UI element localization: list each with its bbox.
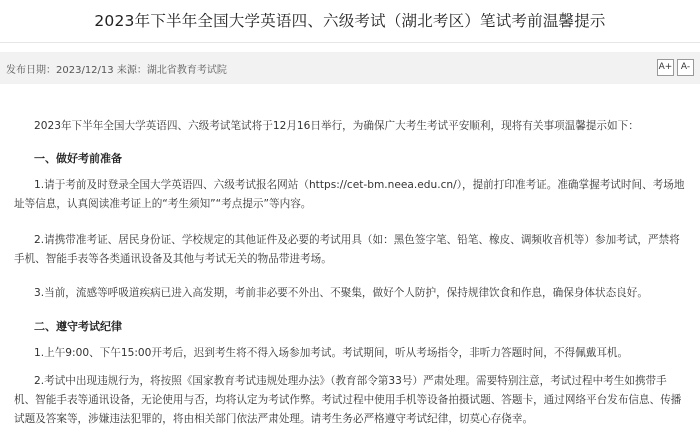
- section1-item1: 1.请于考前及时登录全国大学英语四、六级考试报名网站（https://cet-bm.neea.edu.cn/），提前打印准考证。准确掌握考试时间、考场地址等信息，认真阅读准考证上的“考生须知”“考点提示”等内容。: [14, 179, 685, 210]
- section1-heading: 一、做好考前准备: [34, 152, 122, 165]
- section2-item1: 1.上午9:00、下午15:00开考后，迟到考生将不得入场参加考试。考试期间，听从考场指令，非听力答题时间，不得佩戴耳机。: [34, 347, 629, 359]
- meta-bar: [0, 52, 700, 84]
- publish-date-label: 发布日期：: [6, 65, 56, 76]
- source-label: 来源：: [116, 65, 147, 76]
- publish-meta: [6, 61, 227, 76]
- source-name: 湖北省教育考试院: [146, 65, 227, 76]
- publish-date: 2023/12/13: [56, 65, 114, 76]
- title-divider: [0, 42, 700, 43]
- intro-paragraph: 2023年下半年全国大学英语四、六级考试笔试将于12月16日举行，为确保广大考生考试平安顺利，现将有关事项温馨提示如下：: [34, 120, 639, 132]
- section1-item3: 3.当前，流感等呼吸道疾病已进入高发期，考前非必要不外出、不聚集，做好个人防护，保持规律饮食和作息，确保身体状态良好。: [34, 287, 648, 299]
- page-title: 2023年下半年全国大学英语四、六级考试（湖北考区）笔试考前温馨提示: [94, 12, 606, 30]
- section2-item2: 2.考试中出现违规行为，将按照《国家教育考试违规处理办法》（教育部令第33号）严肃处理。需要特别注意，考试过程中考生如携带手机、智能手表等通讯设备，无论使用与否，均将认定为考试作弊。考试过程中使用手机等设备拍摄试题、答题卡，通过网络平台发布信息、传播试题及答案等，涉嫌违法犯罪的，将由相关部门依法严肃处理。请考生务必严格遵守考试纪律，切莫心存侥幸。: [14, 375, 682, 425]
- section2-heading: 二、遵守考试纪律: [34, 320, 122, 333]
- font-increase-button[interactable]: A+: [657, 59, 674, 76]
- font-decrease-button[interactable]: A-: [677, 59, 694, 76]
- section1-item2: 2.请携带准考证、居民身份证、学校规定的其他证件及必要的考试用具（如：黑色签字笔、铅笔、橡皮、调频收音机等）参加考试，严禁将手机、智能手表等各类通讯设备及其他与考试无关的物品带进考场。: [14, 234, 680, 265]
